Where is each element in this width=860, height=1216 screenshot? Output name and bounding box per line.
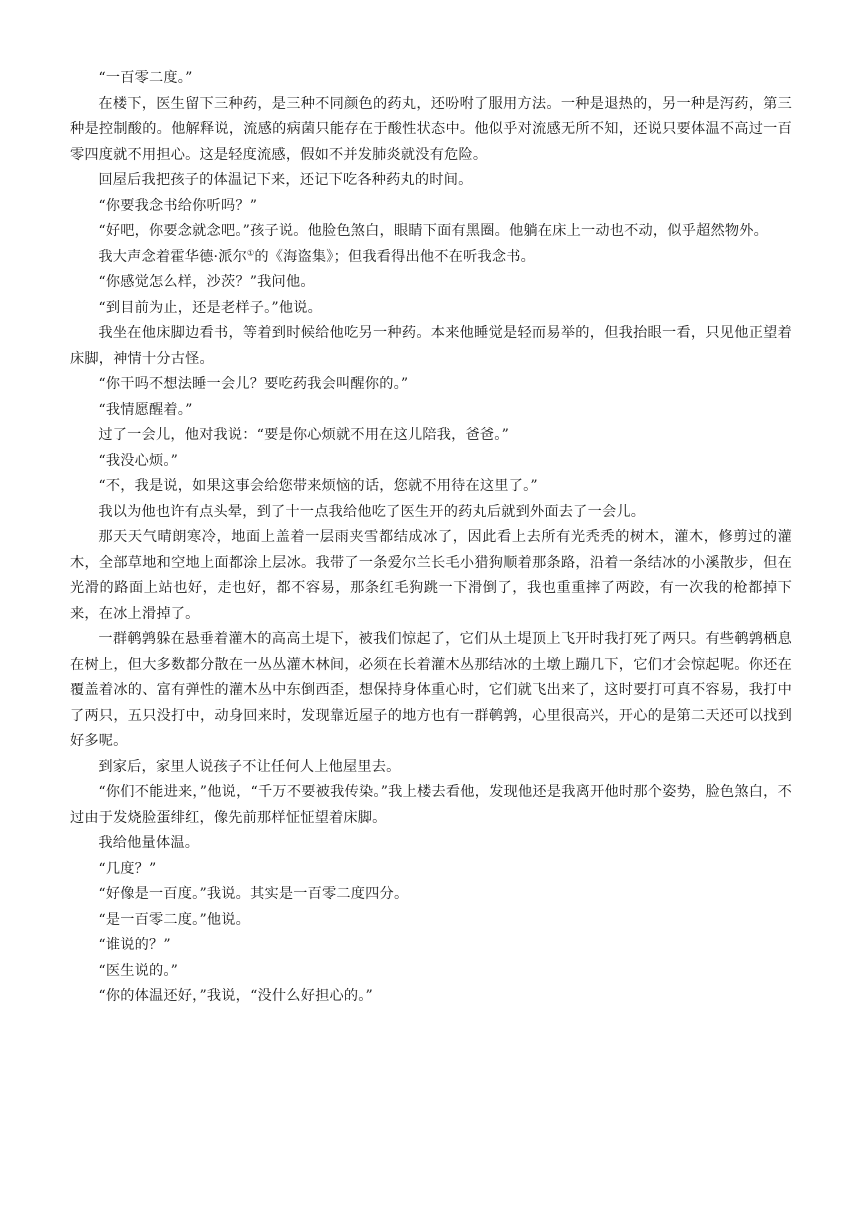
footnote-marker: ①	[246, 247, 255, 257]
paragraph: “好像是一百度。”我说。其实是一百零二度四分。	[98, 886, 409, 902]
paragraph: “谁说的？”	[98, 937, 171, 953]
paragraph: 回屋后我把孩子的体温记下来，还记下吃各种药丸的时间。	[98, 172, 473, 188]
paragraph: “你感觉怎么样，沙茨？”我问他。	[98, 274, 315, 290]
paragraph	[70, 245, 792, 271]
paragraph: 在楼下，医生留下三种药，是三种不同颜色的药丸，还吩咐了服用方法。一种是退热的，另一种是泻药，第三种是控制酸的。他解释说，流感的病菌只能存在于酸性状态中。他似乎对流感无所不知，还说只要体温不高过一百零四度就不用担心。这是轻度流感，假如不并发肺炎就没有危险。	[70, 95, 792, 163]
paragraph: “几度？”	[98, 860, 157, 877]
paragraph: “不，我是说，如果这事会给您带来烦恼的话，您就不用待在这里了。”	[98, 478, 538, 494]
paragraph: 过了一会儿，他对我说：“要是你心烦就不用在这儿陪我，爸爸。”	[98, 427, 510, 443]
paragraph: “我情愿醒着。”	[98, 401, 193, 418]
paragraph-text: 我大声念着霍华德·派尔	[98, 248, 247, 265]
paragraph: “一百零二度。”	[98, 70, 193, 86]
paragraph: 我给他量体温。	[98, 835, 200, 851]
paragraph: “你干吗不想法睡一会儿？要吃药我会叫醒你的。”	[98, 376, 409, 392]
paragraph: “到目前为止，还是老样子。”他说。	[98, 299, 323, 316]
paragraph: “你们不能进来，”他说，“千万不要被我传染。”我上楼去看他，发现他还是我离开他时那个姿势，脸色煞白，不过由于发烧脸蛋绯红，像先前那样怔怔望着床脚。	[70, 784, 792, 826]
paragraph: “医生说的。”	[98, 962, 179, 979]
paragraph: “你要我念书给你听吗？”	[98, 197, 258, 214]
paragraph: “我没心烦。”	[98, 452, 179, 469]
paragraph: “好吧，你要念就念吧。”孩子说。他脸色煞白，眼睛下面有黑圈。他躺在床上一动也不动，似乎超然物外。	[98, 223, 769, 239]
paragraph: 到家后，家里人说孩子不让任何人上他屋里去。	[98, 758, 401, 775]
paragraph: “是一百零二度。”他说。	[98, 911, 251, 928]
paragraph: 一群鹌鹑躲在悬垂着灌木的高高土堤下，被我们惊起了，它们从土堤顶上飞开时我打死了两只。有些鹌鹑栖息在树上，但大多数都分散在一丛丛灌木林间，必须在长着灌木丛那结冰的土墩上蹦几下，它们才会惊起呢。你还在覆盖着冰的、富有弹性的灌木丛中东倒西歪，想保持身体重心时，它们就飞出来了，这时要打可真不容易，我打中了两只，五只没打中，动身回来时，发现靠近屋子的地方也有一群鹌鹑，心里很高兴，开心的是第二天还可以找到好多呢。	[70, 631, 792, 749]
paragraph-text: 的《海盗集》；但我看得出他不在听我念书。	[254, 248, 536, 265]
paragraph: 那天天气晴朗寒冷，地面上盖着一层雨夹雪都结成冰了，因此看上去所有光秃秃的树木，灌木，修剪过的灌木，全部草地和空地上面都涂上层冰。我带了一条爱尔兰长毛小猎狗顺着那条路，沿着一条结冰的小溪散步，但在光滑的路面上站也好，走也好，都不容易，那条红毛狗跳一下滑倒了，我也重重摔了两跤，有一次我的枪都掉下来，在冰上滑掉了。	[70, 529, 792, 622]
paragraph: 我以为他也许有点头晕，到了十一点我给他吃了医生开的药丸后就到外面去了一会儿。	[98, 503, 646, 520]
paragraph: “你的体温还好，”我说，“没什么好担心的。”	[98, 988, 373, 1004]
paragraph: 我坐在他床脚边看书，等着到时候给他吃另一种药。本来他睡觉是轻而易举的，但我抬眼一看，只见他正望着床脚，神情十分古怪。	[70, 325, 792, 367]
document-page	[70, 66, 792, 1010]
